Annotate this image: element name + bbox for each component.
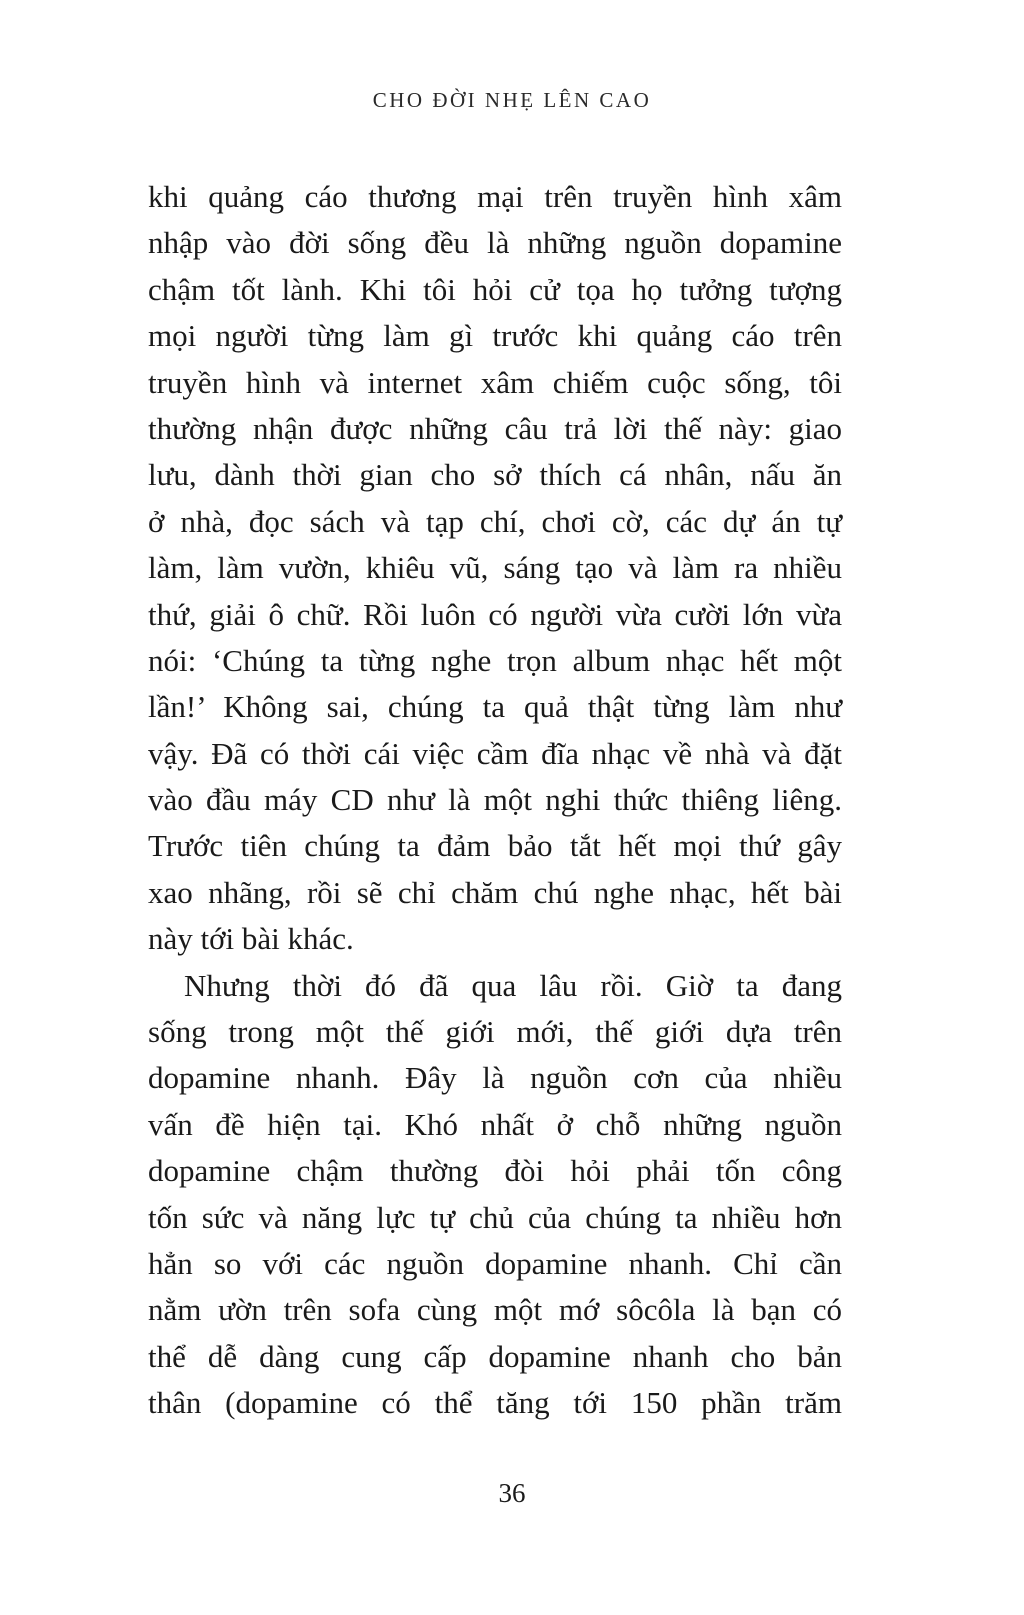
text-line: Nhưng thời đó đã qua lâu rồi. Giờ ta đang [184, 967, 842, 1003]
text-line: nhập vào đời sống đều là những nguồn dopamine [148, 225, 842, 261]
text-line: nằm ườn trên sofa cùng một mớ sôcôla là bạn có [148, 1292, 842, 1328]
text-line: vấn đề hiện tại. Khó nhất ở chỗ những nguồn [148, 1106, 842, 1142]
page-number: 36 [498, 1478, 526, 1508]
text-line: truyền hình và internet xâm chiếm cuộc sống, tôi [148, 364, 842, 400]
text-line: Trước tiên chúng ta đảm bảo tắt hết mọi thứ gây [148, 828, 842, 864]
text-line: dopamine chậm thường đòi hỏi phải tốn công [148, 1153, 842, 1189]
text-line: khi quảng cáo thương mại trên truyền hình xâm [148, 179, 842, 214]
text-line: ở nhà, đọc sách và tạp chí, chơi cờ, các dự án tự [148, 503, 842, 539]
text-line: này tới bài khác. [148, 921, 354, 957]
text-line: lần!’ Không sai, chúng ta quả thật từng làm như [148, 689, 842, 725]
text-line: xao nhãng, rồi sẽ chỉ chăm chú nghe nhạc, hết bài [148, 874, 842, 910]
text-line: sống trong một thế giới mới, thế giới dựa trên [148, 1014, 842, 1050]
text-line: lưu, dành thời gian cho sở thích cá nhân, nấu ăn [148, 457, 842, 493]
text-line: hẳn so với các nguồn dopamine nhanh. Chỉ cần [148, 1245, 842, 1281]
text-line: thể dễ dàng cung cấp dopamine nhanh cho bản [148, 1338, 842, 1374]
running-header: CHO ĐỜI NHẸ LÊN CAO [372, 88, 652, 112]
text-line: chậm tốt lành. Khi tôi hỏi cử tọa họ tưởng tượng [148, 271, 842, 307]
text-line: thân (dopamine có thể tăng tới 150 phần trăm [148, 1385, 842, 1421]
text-line: thứ, giải ô chữ. Rồi luôn có người vừa cười lớn vừa [148, 596, 842, 632]
text-line: dopamine nhanh. Đây là nguồn cơn của nhiều [148, 1060, 842, 1096]
text-line: vậy. Đã có thời cái việc cầm đĩa nhạc về nhà và đặt [148, 735, 842, 771]
text-line: vào đầu máy CD như là một nghi thức thiêng liêng. [148, 782, 842, 818]
body-text [148, 174, 842, 1427]
text-line: tốn sức và năng lực tự chủ của chúng ta nhiều hơn [148, 1199, 842, 1235]
text-line: thường nhận được những câu trả lời thế này: giao [148, 410, 842, 446]
text-line: nói: ‘Chúng ta từng nghe trọn album nhạc hết một [148, 642, 842, 678]
text-line: mọi người từng làm gì trước khi quảng cáo trên [148, 318, 842, 354]
text-line: làm, làm vườn, khiêu vũ, sáng tạo và làm ra nhiều [148, 550, 842, 586]
